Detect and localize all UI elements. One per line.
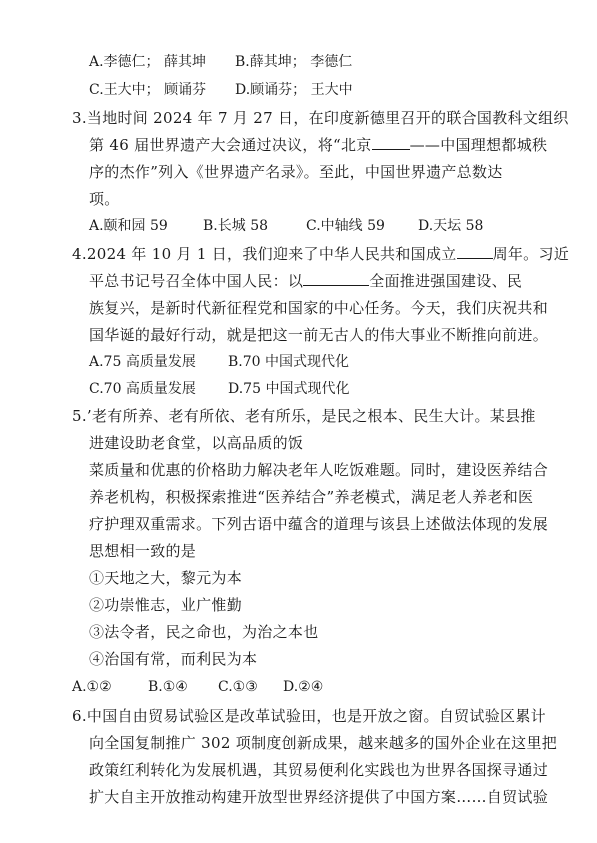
q5-line-6: 思想相一致的是 [89, 542, 197, 560]
q5-statement-3: ③法令者，民之命也，为治之本也 [89, 623, 319, 641]
q3-option-b: B.长城 58 [203, 218, 269, 234]
q2-option-a: A.李德仁； 薛其坤 [89, 54, 207, 70]
q4-line-1-end: 周年。习近 [492, 245, 570, 263]
q4-option-c: C.70 高质量发展 [89, 381, 196, 397]
q4-option-d: D.75 中国式现代化 [228, 381, 350, 397]
q3-option-c: C.中轴线 59 [306, 218, 385, 234]
q3-line-4 [89, 189, 120, 209]
q2-option-d: D.顾诵芬； 王大中 [235, 82, 353, 98]
q4-line-1-start: 4.2024 年 10 月 1 日，我们迎来了中华人民共和国成立 [72, 245, 457, 263]
q5-option-c: C.①③ [218, 679, 258, 695]
q2-option-b: B.薛其坤； 李德仁 [235, 54, 353, 70]
q5-option-d: D.②④ [283, 679, 324, 695]
q3-line-2-end: ——中国理想都城秩 [409, 136, 548, 154]
q3-option-d: D.天坛 58 [418, 218, 484, 234]
q5-statement-2: ②功崇惟志，业广惟勤 [89, 596, 243, 614]
q4-option-a: A.75 高质量发展 [89, 354, 196, 370]
q4-line-4: 国华诞的最好行动，就是把这一前无古人的伟大事业不断推向前进。 [89, 326, 549, 344]
q5-line-4: 养老机构，积极探索推进“医养结合”养老模式，满足老人养老和医 [89, 488, 534, 506]
q3-line-4-text: 项。 [89, 190, 120, 208]
q3-answer-blank [372, 135, 410, 150]
q5-line-5: 疗护理双重需求。下列古语中蕴含的道理与该县上述做法体现的发展 [89, 515, 549, 533]
q5-option-b: B.①④ [148, 679, 188, 695]
q5-line-1: 5.’老有所养、老有所依、老有所乐，是民之根本、民生大计。某县推 [72, 407, 536, 425]
q6-line-4: 扩大自主开放推动构建开放型世界经济提供了中国方案……自贸试验 [89, 788, 549, 806]
q4-line-1 [72, 244, 569, 264]
q3-line-2-start: 第 46 届世界遗产大会通过决议，将“北京 [89, 136, 372, 154]
q6-line-2: 向全国复制推广 302 项制度创新成果，越来越多的国外企业在这里把 [89, 734, 558, 752]
q5-line-3: 菜质量和优惠的价格助力解决老年人吃饭难题。同时，建设医养结合 [89, 461, 549, 479]
q6-line-3: 政策红利转化为发展机遇，其贸易便利化实践也为世界各国探寻通过 [89, 761, 549, 779]
q4-goal-blank [303, 271, 369, 286]
q3-option-a: A.颐和园 59 [89, 218, 168, 234]
q2-option-c: C.王大中； 顾诵芬 [89, 82, 207, 98]
q5-statement-4: ④治国有常，而利民为本 [89, 650, 258, 668]
q3-line-1: 3.当地时间 2024 年 7 月 27 日，在印度新德里召开的联合国教科文组织 [72, 109, 569, 127]
q6-line-1: 6.中国自由贸易试验区是改革试验田，也是开放之窗。自贸试验区累计 [72, 707, 546, 725]
q4-option-b: B.70 中国式现代化 [228, 354, 350, 370]
q4-line-2-start: 平总书记号召全体中国人民：以 [89, 272, 304, 290]
q4-line-2-end: 全面推进强国建设、民 [369, 272, 523, 290]
q3-line-3: 序的杰作”列入《世界遗产名录》。至此，中国世界遗产总数达 [89, 163, 503, 181]
q4-line-2 [89, 271, 522, 291]
q4-line-3: 族复兴，是新时代新征程党和国家的中心任务。今天，我们庆祝共和 [89, 299, 549, 317]
q5-line-2: 进建设助老食堂，以高品质的饭 [89, 434, 304, 452]
q3-line-2 [89, 135, 547, 155]
q5-option-a: A.①② [72, 679, 112, 695]
q4-years-blank [457, 244, 493, 259]
q5-statement-1: ①天地之大，黎元为本 [89, 569, 243, 587]
